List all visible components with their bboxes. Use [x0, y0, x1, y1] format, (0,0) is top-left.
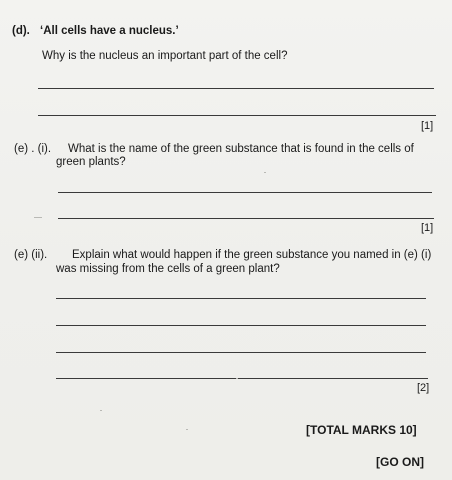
- question-d-prompt: Why is the nucleus an important part of the cell?: [42, 50, 288, 62]
- answer-line-e-ii-3[interactable]: [56, 352, 426, 353]
- question-e-i-prompt-line2: green plants?: [56, 156, 126, 168]
- scan-speck: [34, 217, 42, 218]
- total-marks: [TOTAL MARKS 10]: [306, 423, 417, 437]
- answer-line-e-i-2[interactable]: [58, 218, 434, 219]
- question-e-ii-marks: [2]: [417, 382, 430, 394]
- go-on: [GO ON]: [376, 455, 424, 469]
- question-d-label: (d).: [12, 25, 30, 37]
- question-d-statement: ‘All cells have a nucleus.’: [40, 25, 179, 37]
- answer-line-e-ii-4[interactable]: [56, 378, 428, 379]
- scan-speck: [186, 429, 188, 430]
- scan-speck: [100, 410, 102, 411]
- answer-line-d-1[interactable]: [38, 88, 434, 89]
- question-e-i-marks: [1]: [421, 222, 434, 234]
- question-e-ii-label: (e) (ii).: [14, 249, 48, 261]
- question-e-i-label: (e) . (i).: [14, 143, 52, 155]
- scan-speck: [264, 172, 266, 173]
- question-d-marks: [1]: [421, 120, 434, 132]
- answer-line-d-2[interactable]: [38, 115, 436, 116]
- scan-speck: [236, 378, 238, 379]
- answer-line-e-ii-2[interactable]: [56, 325, 426, 326]
- question-e-ii-prompt-line1: Explain what would happen if the green substance you named in (e) (i): [72, 249, 432, 261]
- question-e-i-prompt-line1: What is the name of the green substance that is found in the cells of: [68, 143, 414, 155]
- answer-line-e-ii-1[interactable]: [56, 298, 426, 299]
- answer-line-e-i-1[interactable]: [58, 192, 432, 193]
- question-e-ii-prompt-line2: was missing from the cells of a green plant?: [56, 263, 280, 275]
